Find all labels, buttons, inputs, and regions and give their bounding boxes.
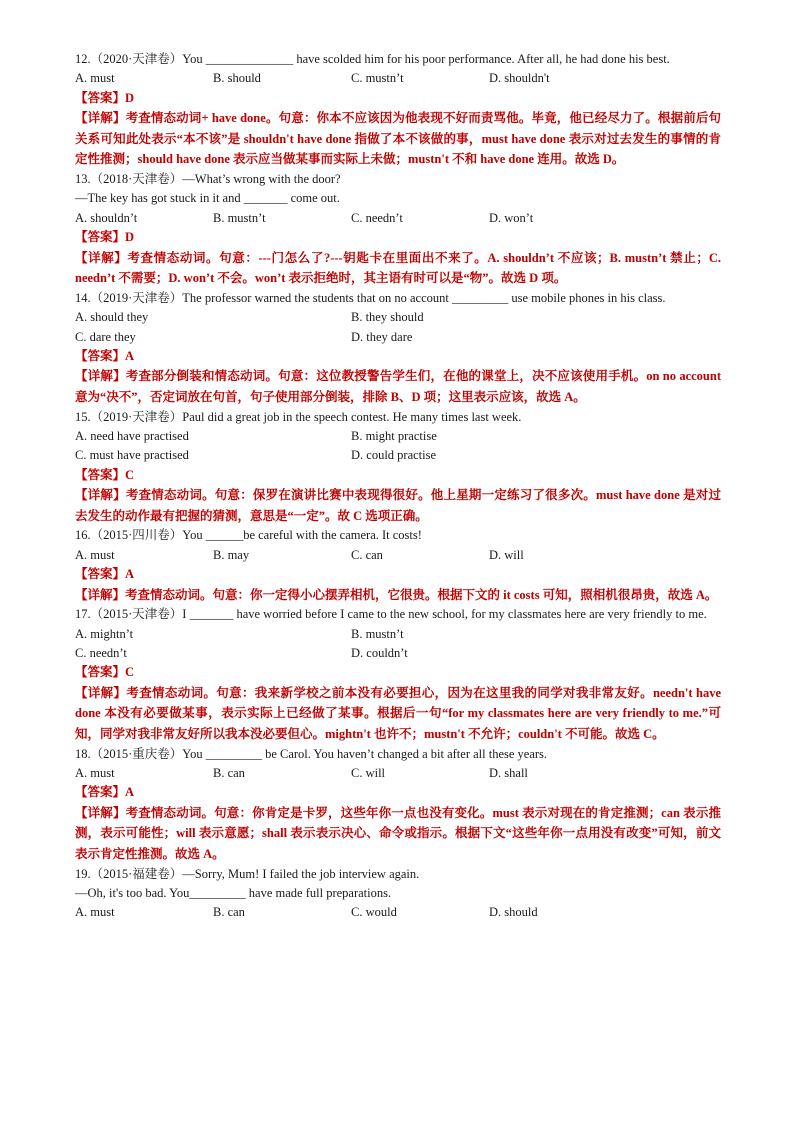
option-d: D. couldn’t [351,646,408,661]
option-a: A. should they [75,310,149,325]
question-stem: 19.（2015·福建卷）—Sorry, Mum! I failed the job interview again. [75,866,420,881]
option-c: C. needn’t [351,210,403,225]
option-d: D. could practise [351,448,437,463]
options [75,546,721,565]
question-stem: 12.（2020·天津卷）You ______________ have scolded him for his poor performance. After all, he had done his best. [75,52,670,66]
option-c: C. dare they [75,329,136,344]
options [75,427,721,446]
option-d: D. shall [489,766,528,781]
question-15 [75,408,721,527]
worksheet [75,50,721,923]
explanation: 【详解】考查部分倒装和情态动词。句意：这位教授警告学生们，在他的课堂上，决不应该使用手机。on no account 意为“决不”，否定词放在句首，句子使用部分倒装，排除 B、D 项；这里表示应该，故选 A。 [75,369,721,405]
option-d: D. won’t [489,210,534,225]
options [75,764,721,783]
option-d: D. shouldn't [489,71,550,86]
explanation: 【详解】考查情态动词。句意：---门怎么了?---钥匙卡在里面出不来了。A. shouldn’t 不应该；B. mustn’t 禁止；C. needn’t 不需要；D. won’t 不会。won’t 表示拒绝时，其主语有时可以是“物”。故选 D 项。 [75,250,721,286]
options [75,209,721,228]
option-c: C. can [351,547,383,562]
answer: 【答案】A [75,349,135,364]
options [75,308,721,327]
options-row-2 [75,328,721,347]
option-b: B. should [213,71,261,86]
option-b: B. mustn’t [351,626,404,641]
explanation: 【详解】考查情态动词+ have done。句意：你本不应该因为他表现不好而责骂他。毕竟，他已经尽力了。根据前后句关系可知此处表示“本不该”是 shouldn't have done 指做了本不该做的事，must have done 表示对过去发生的事情的肯定性推测；should have done 表示应当做某事而实际上未做；mustn't 不和 have done 连用。故选 D。 [75,111,721,167]
option-b: B. might practise [351,429,437,444]
option-d: D. they dare [351,329,413,344]
question-stem: 15.（2019·天津卷）Paul did a great job in the speech contest. He many times last week. [75,409,522,424]
question-stem: 18.（2015·重庆卷）You _________ be Carol. You haven’t changed a bit after all these years. [75,746,548,761]
option-c: C. will [351,766,386,781]
option-a: A. must [75,766,115,781]
question-stem-line-2: —The key has got stuck in it and _______ come out. [75,191,340,206]
options-row-2 [75,446,721,465]
options [75,625,721,644]
options [75,69,721,88]
option-c: C. mustn’t [351,71,404,86]
answer: 【答案】A [75,567,135,582]
question-18 [75,745,721,865]
option-b: B. they should [351,310,424,325]
explanation: 【详解】考查情态动词。句意：你一定得小心摆弄相机，它很贵。根据下文的 it costs 可知，照相机很昂贵，故选 A。 [75,587,718,602]
question-stem-line-2: —Oh, it's too bad. You_________ have made full preparations. [75,886,392,901]
option-d: D. should [489,905,538,920]
answer: 【答案】D [75,230,135,245]
option-c: C. would [351,905,397,920]
question-stem: 14.（2019·天津卷）The professor warned the students that on no account _________ use mobile phones in his class. [75,290,666,305]
question-19 [75,865,721,923]
question-stem: 16.（2015·四川卷）You ______be careful with the camera. It costs! [75,528,422,543]
option-a: A. shouldn’t [75,210,138,225]
answer: 【答案】D [75,90,135,105]
question-12 [75,50,721,170]
option-b: B. can [213,905,245,920]
question-stem: 13.（2018·天津卷）—What’s wrong with the door? [75,172,341,186]
question-14 [75,289,721,408]
options [75,903,721,922]
answer: 【答案】C [75,665,135,680]
option-b: B. may [213,547,250,562]
option-b: B. can [213,766,245,781]
option-d: D. will [489,547,524,562]
option-c: C. must have practised [75,448,189,463]
option-a: A. mightn’t [75,626,134,641]
explanation: 【详解】考查情态动词。句意：我来新学校之前本没有必要担心，因为在这里我的同学对我非常友好。needn't have done 本没有必要做某事，表示实际上已经做了某事。根据后一句“for my classmates here are very friendly to me.”可知，同学对我非常友好所以我本没必要但心。mightn't 也许不；mustn't 不允许；couldn't 不可能。故选 C。 [75,685,721,742]
option-a: A. must [75,547,115,562]
question-13 [75,170,721,289]
question-17 [75,605,721,744]
question-stem: 17.（2015·天津卷）I _______ have worried before I came to the new school, for my classmates here are very friendly to me. [75,607,707,622]
question-16 [75,526,721,605]
options-row-2 [75,644,721,663]
option-a: A. must [75,71,115,86]
answer: 【答案】A [75,785,135,800]
option-c: C. needn’t [75,646,127,661]
answer: 【答案】C [75,467,135,482]
explanation: 【详解】考查情态动词。句意：你肯定是卡罗，这些年你一点也没有变化。must 表示对现在的肯定推测；can 表示推测，表示可能性；will 表示意愿；shall 表示表示决心、命令或指示。根据下文“这些年你一点用没有改变”可知，前文表示肯定性推测。故选 A。 [75,805,721,862]
option-b: B. mustn’t [213,210,266,225]
explanation: 【详解】考查情态动词。句意：保罗在演讲比赛中表现得很好。他上星期一定练习了很多次。must have done 是对过去发生的动作最有把握的猜测，意思是“一定”。故 C 选项正确。 [75,488,721,523]
option-a: A. need have practised [75,429,189,444]
option-a: A. must [75,905,115,920]
